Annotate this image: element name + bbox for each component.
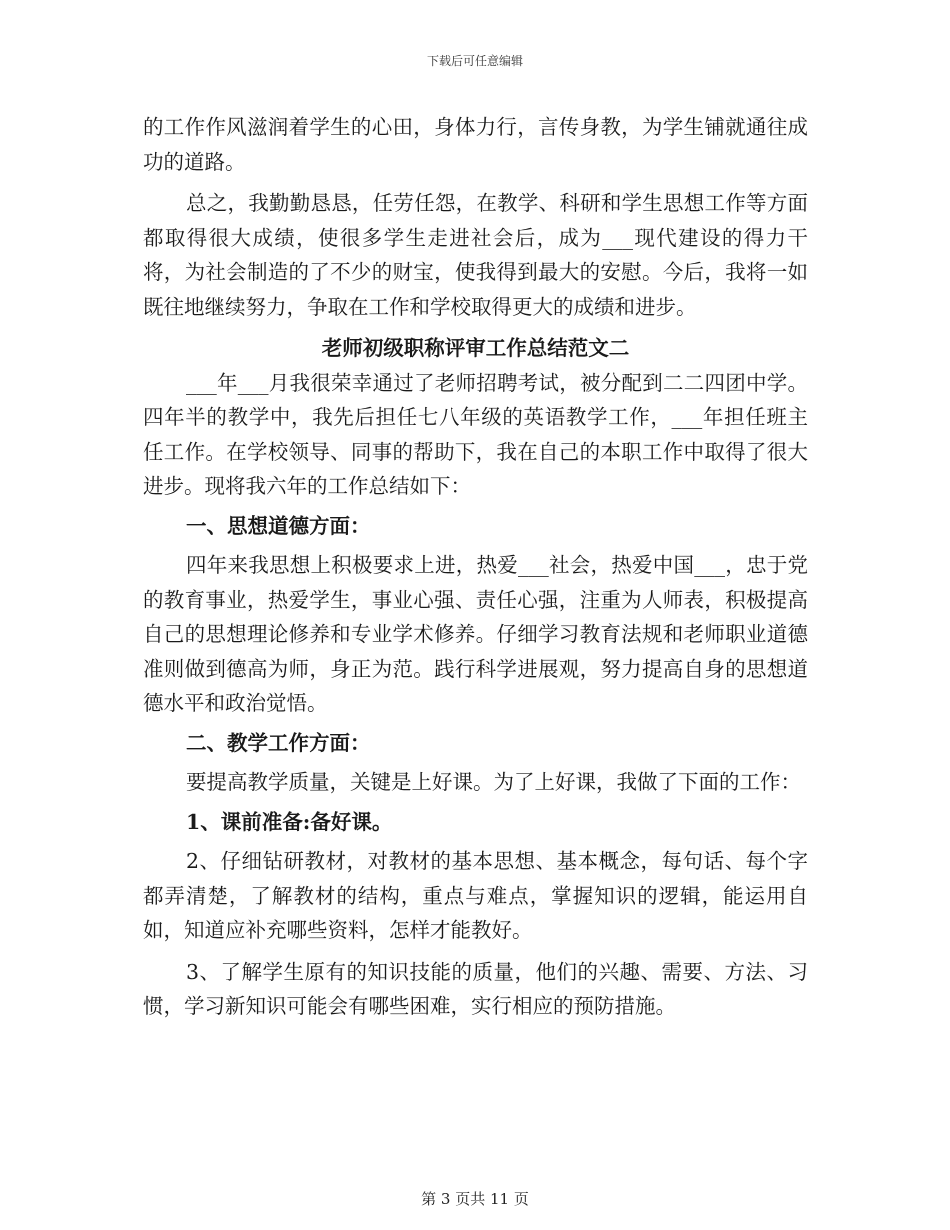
paragraph-5: 要提高教学质量，关键是上好课。为了上好课，我做了下面的工作：: [186, 770, 801, 794]
document-body: [143, 110, 808, 1024]
heading-teaching: 二、教学工作方面：: [186, 730, 371, 755]
paragraph-4: 四年来我思想上积极要求上进，热爱___社会，热爱中国___，忠于党的教育事业，热爱学生，事业心强、责任心强，注重为人师表，积极提高自己的思想理论修养和专业学术修养。仔细学习教育法规和老师职业道德准则做到德高为师，身正为范。践行科学进展观，努力提高自身的思想道德水平和政治觉悟。: [143, 553, 808, 715]
paragraph-1: 的工作作风滋润着学生的心田，身体力行，言传身教，为学生铺就通往成功的道路。: [143, 115, 808, 174]
page-header: 下载后可任意编辑: [426, 54, 523, 68]
heading-lesson-prep: 1、课前准备:备好课。: [186, 809, 393, 834]
heading-ideology: 一、思想道德方面：: [186, 513, 371, 538]
paragraph-6: 2、仔细钻研教材，对教材的基本思想、基本概念，每句话、每个字都弄清楚，了解教材的结构，重点与难点，掌握知识的逻辑，能运用自如，知道应补充哪些资料，怎样才能教好。: [143, 849, 808, 942]
section-title: 老师初级职称评审工作总结范文二: [321, 336, 630, 360]
paragraph-7: 3、了解学生原有的知识技能的质量，他们的兴趣、需要、方法、习惯，学习新知识可能会有哪些困难，实行相应的预防措施。: [143, 959, 808, 1018]
page-footer: 第 3 页共 11 页: [421, 1190, 529, 1208]
paragraph-3: ___年___月我很荣幸通过了老师招聘考试，被分配到二二四团中学。四年半的教学中，我先后担任七八年级的英语教学工作，___年担任班主任工作。在学校领导、同事的帮助下，我在自己的本职工作中取得了很大进步。现将我六年的工作总结如下：: [143, 370, 808, 498]
paragraph-2: 总之，我勤勤恳恳，任劳任怨，在教学、科研和学生思想工作等方面都取得很大成绩，使很多学生走进社会后，成为___现代建设的得力干将，为社会制造的了不少的财宝，使我得到最大的安慰。今后，我将一如既往地继续努力，争取在工作和学校取得更大的成绩和进步。: [143, 191, 808, 319]
